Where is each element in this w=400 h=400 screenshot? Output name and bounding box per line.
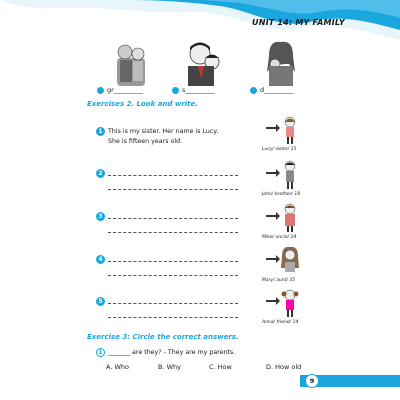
answer-c[interactable]: C. How bbox=[209, 363, 232, 371]
answer-line[interactable] bbox=[108, 175, 238, 176]
unit-title: UNIT 14: MY FAMILY bbox=[252, 18, 345, 27]
item-number: 3 bbox=[96, 212, 105, 221]
bullet-icon bbox=[250, 87, 257, 94]
answer-line[interactable] bbox=[108, 303, 238, 304]
item-number: 4 bbox=[96, 255, 105, 264]
answer-d[interactable]: D. How old bbox=[266, 363, 302, 371]
bullet-icon bbox=[97, 87, 104, 94]
caption-lucy: Lucy/ sister/ 15 bbox=[262, 147, 297, 152]
caption-john: John/ brother/ 18 bbox=[262, 192, 301, 197]
top-label-son: s_________ bbox=[172, 86, 215, 94]
item-number: 1 bbox=[96, 127, 105, 136]
caption-mary: Mary/ aunt/ 35 bbox=[262, 278, 295, 283]
page-number: 9 bbox=[305, 374, 319, 388]
question-text: _______ are they? - They are my parents. bbox=[108, 349, 236, 356]
top-label-daughter: d_________ bbox=[250, 86, 293, 94]
answer-line[interactable] bbox=[108, 261, 238, 262]
top-label-grandparents: gr_________ bbox=[97, 86, 143, 94]
son-image bbox=[178, 38, 230, 88]
caption-anna: Anna/ friend/ 14 bbox=[262, 320, 299, 325]
lucy-image bbox=[266, 115, 302, 145]
answer-line[interactable] bbox=[108, 189, 238, 190]
answer-line[interactable] bbox=[108, 275, 238, 276]
mike-image bbox=[266, 203, 302, 233]
john-image bbox=[266, 160, 302, 190]
exercise-2-title: Exercises 2. Look and write. bbox=[87, 100, 198, 108]
example-line-2: She is fifteen years old. bbox=[108, 138, 183, 145]
answer-line[interactable] bbox=[108, 317, 238, 318]
example-line-1: This is my sister. Her name is Lucy. bbox=[108, 128, 219, 135]
daughter-image bbox=[255, 38, 307, 88]
answer-line[interactable] bbox=[108, 232, 238, 233]
answer-a[interactable]: A. Who bbox=[106, 363, 129, 371]
item-number: 2 bbox=[96, 169, 105, 178]
answer-line[interactable] bbox=[108, 218, 238, 219]
item-number: 5 bbox=[96, 297, 105, 306]
caption-mike: Mike/ uncle/ 24 bbox=[262, 235, 297, 240]
grandparents-image bbox=[105, 38, 157, 88]
anna-image bbox=[266, 288, 302, 318]
answer-b[interactable]: B. Why bbox=[158, 363, 181, 371]
mary-image bbox=[266, 246, 302, 276]
question-number: 1 bbox=[96, 348, 105, 357]
exercise-3-title: Exercise 3: Circle the correct answers. bbox=[87, 333, 239, 341]
bullet-icon bbox=[172, 87, 179, 94]
